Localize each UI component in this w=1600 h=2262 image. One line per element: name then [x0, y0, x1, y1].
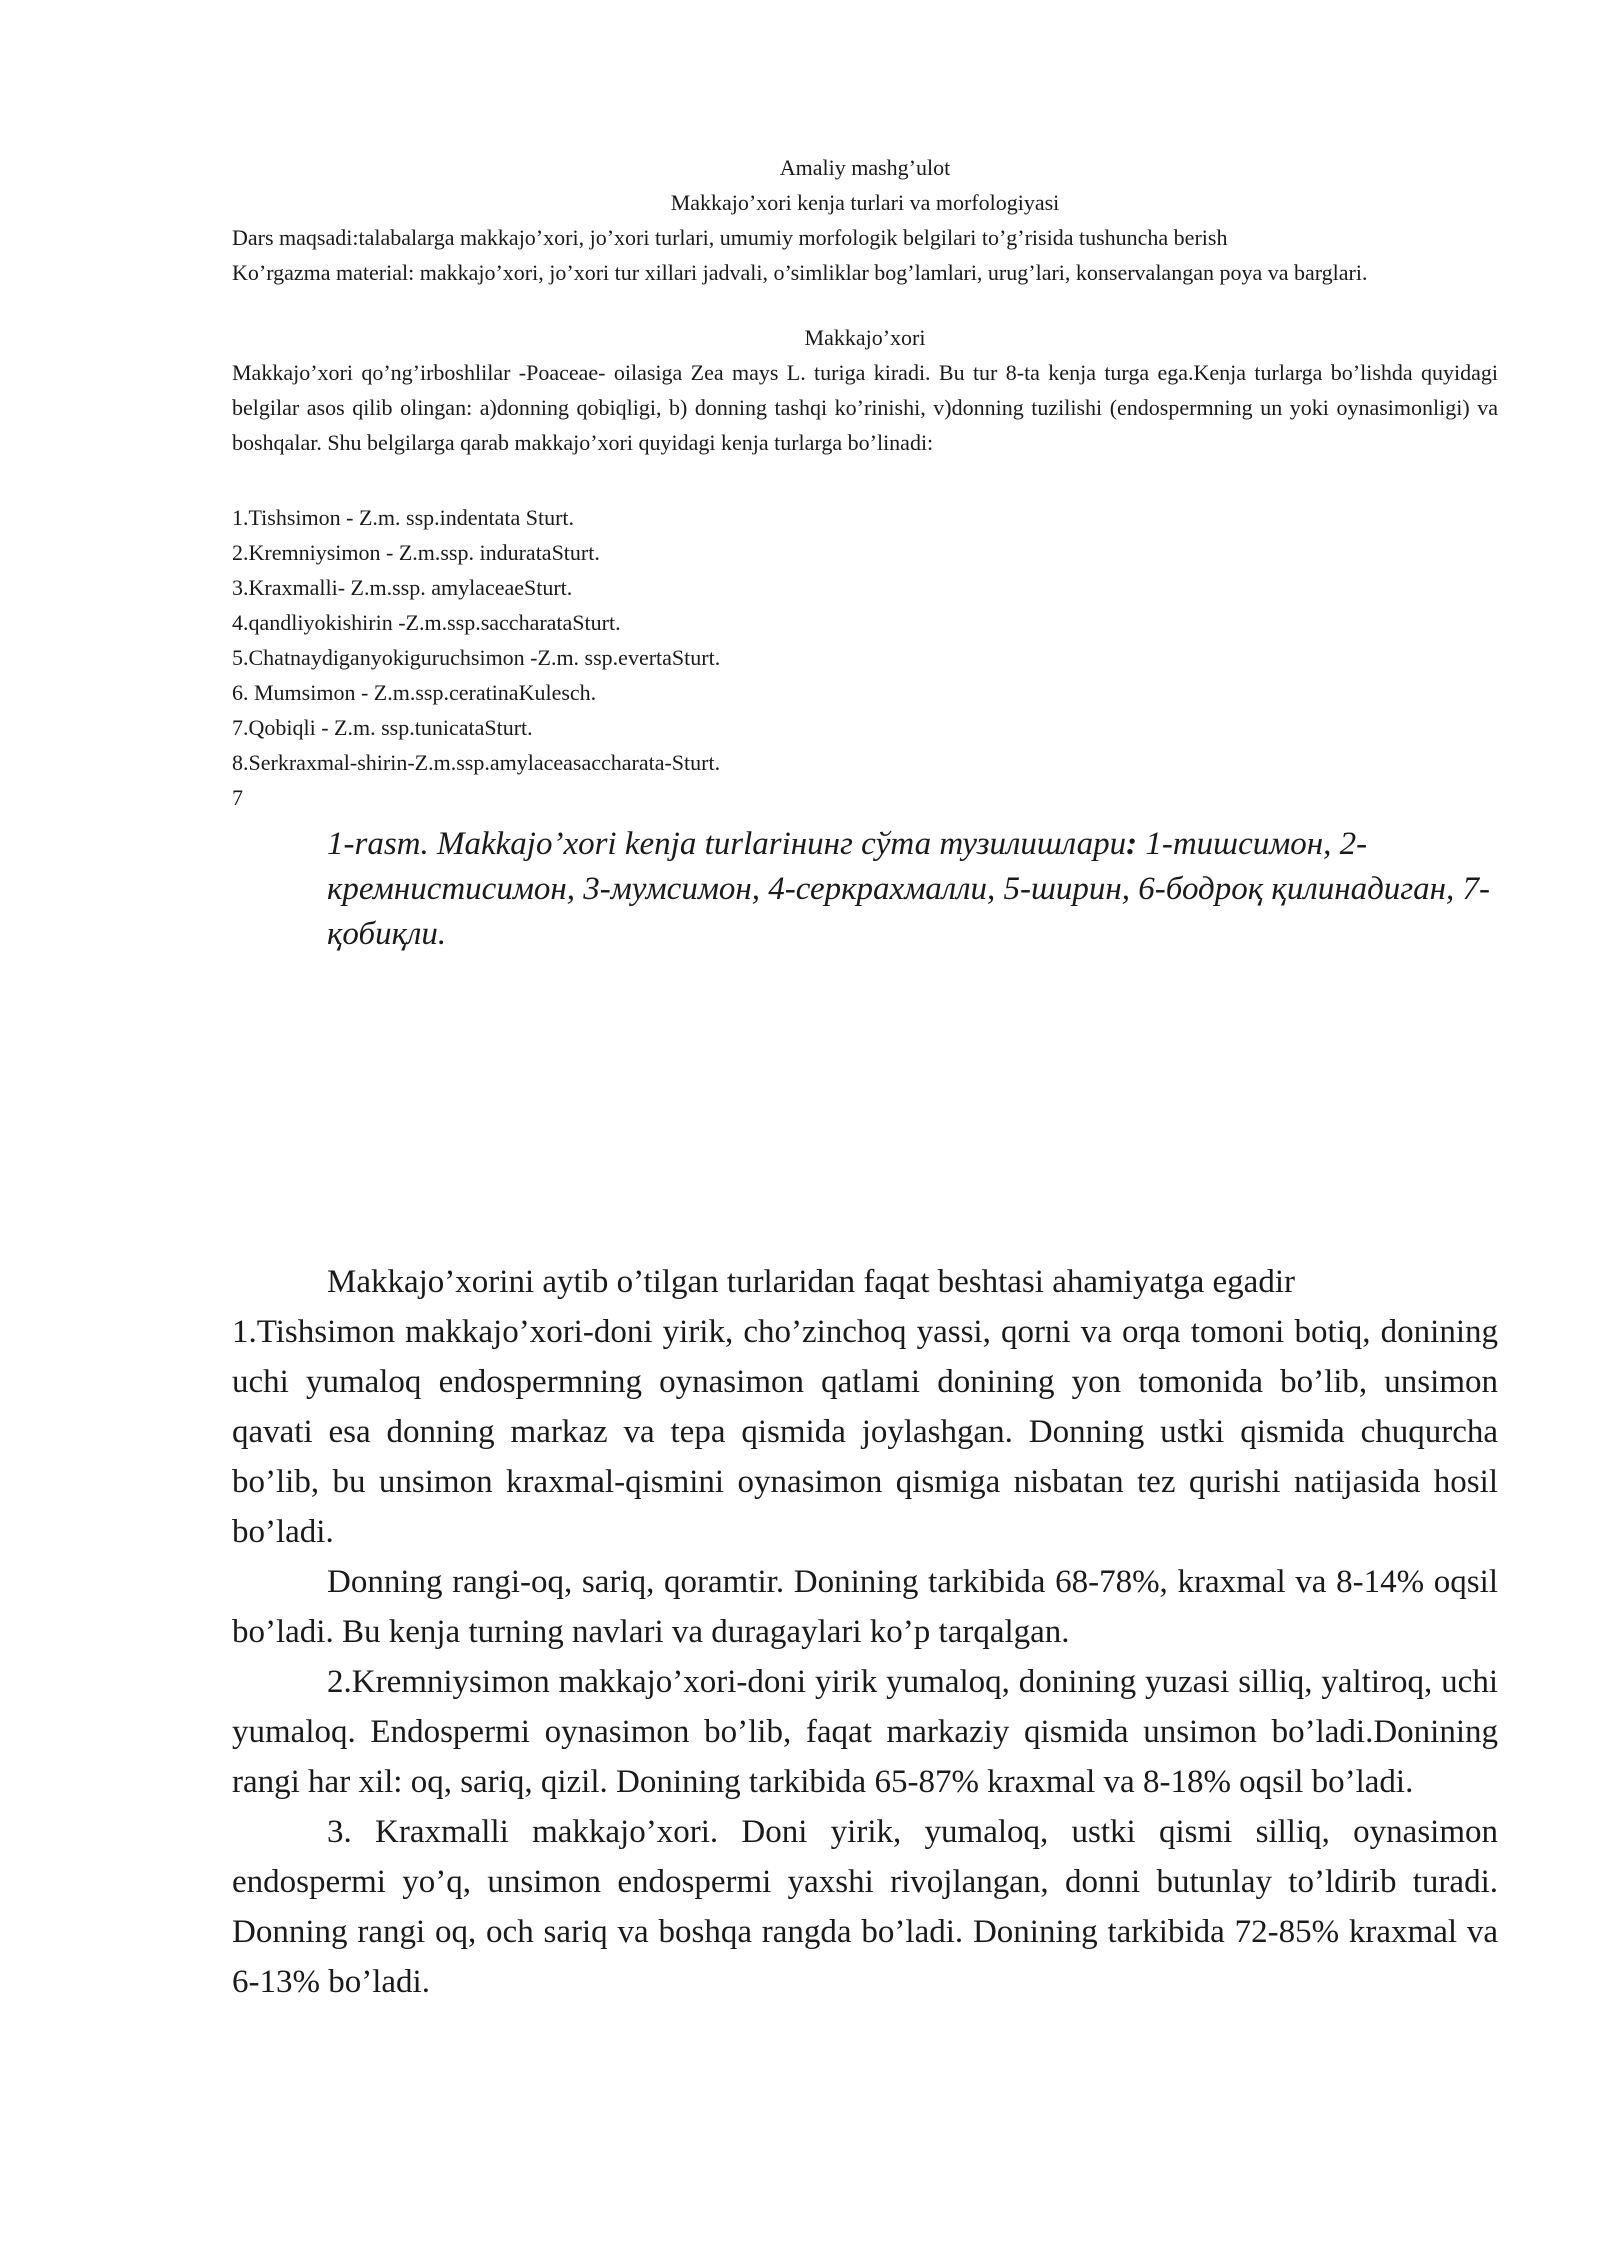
body-text: [232, 1257, 1498, 2007]
list-item: 7.Qobiqli - Z.m. ssp.tunicataSturt.: [232, 715, 533, 740]
list-item: 6. Mumsimon - Z.m.ssp.ceratinaKulesch.: [232, 680, 597, 705]
body-paragraph: 1.Tishsimon makkajo’xori-doni yirik, cho’zinchoq yassi, qorni va orqa tomoni botiq, donining uchi yumaloq endospermning oynasimon qatlami donining yon tomonida bo’lib, unsimon qavati esa donning markaz va tepa qismida joylashgan. Donning ustki qismida chuqurcha bo’lib, bu unsimon kraxmal-qismini oynasimon qismiga nisbatan tez qurishi natijasida hosil bo’ladi.: [232, 1314, 1498, 1550]
list-item: 8.Serkraxmal-shirin-Z.m.ssp.amylaceasaccharata-Sturt.: [232, 750, 721, 775]
figure-caption-label: 1-rasm. Makkajo’xori kenja turlarінинг сўта тузилишлари: [327, 826, 1127, 862]
figure-caption-colon: :: [1126, 826, 1138, 862]
figure-caption-text: 1-тишсимон, 2-кремнистисимон, 3-мумсимон, 4-серкрахмалли, 5-ширин, 6-бодроқ қилинадиган, 7-қобиқли.: [327, 826, 1491, 952]
body-paragraph: 2.Kremniysimon makkajo’xori-doni yirik yumaloq, donining yuzasi silliq, yaltiroq, uchi yumaloq. Endospermi oynasimon bo’lib, faqat markaziy qismida unsimon bo’ladi.Donining rangi har xil: oq, sariq, qizil. Donining tarkibida 65-87% kraxmal va 8-18% oqsil bo’ladi.: [232, 1664, 1498, 1800]
visual-materials: Ko’rgazma material: makkajo’xori, jo’xori tur xillari jadvali, o’simliklar bog’lamlari, urug’lari, konservalangan poya va barglari.: [232, 260, 1368, 285]
document-subtitle: Makkajo’xori kenja turlari va morfologiyasi: [670, 190, 1060, 215]
list-item: 3.Kraxmalli- Z.m.ssp. amylaceaeSturt.: [232, 575, 573, 600]
list-item: 2.Kremniysimon - Z.m.ssp. indurataSturt.: [232, 540, 600, 565]
section-block: [232, 320, 1498, 460]
document-title: Amaliy mashg’ulot: [779, 155, 951, 180]
section-intro: Makkajo’xori qo’ng’irboshlilar -Poaceae- oilasiga Zea mays L. turiga kiradi. Bu tur 8-ta kenja turga ega.Kenja turlarga bo’lishda quyidagi belgilar asos qilib olingan: a)donning qobiqligi, b) donning tashqi ko’rinishi, v)donning tuzilishi (endospermning un yoki oynasimonligi) va boshqalar. Shu belgilarga qarab makkajo’xori quyidagi kenja turlarga bo’linadi:: [232, 360, 1498, 455]
list-item: 4.qandliyokishirin -Z.m.ssp.saccharataSturt.: [232, 610, 621, 635]
list-item: 1.Tishsimon - Z.m. ssp.indentata Sturt.: [232, 505, 575, 530]
body-paragraph: 3. Kraxmalli makkajo’xori. Doni yirik, yumaloq, ustki qismi silliq, oynasimon endospermi yo’q, unsimon endospermi yaxshi rivojlangan, donni butunlay to’ldirib turadi. Donning rangi oq, och sariq va boshqa rangda bo’ladi. Donining tarkibida 72-85% kraxmal va 6-13% bo’ladi.: [232, 1814, 1498, 2000]
lesson-goal: Dars maqsadi:talabalarga makkajo’xori, jo’xori turlari, umumiy morfologik belgilari to’g’risida tushuncha berish: [232, 225, 1228, 250]
section-heading: Makkajo’xori: [804, 325, 926, 350]
subspecies-list: [232, 500, 1498, 815]
body-paragraph: Donning rangi-oq, sariq, qoramtir. Donining tarkibida 68-78%, kraxmal va 8-14% oqsil bo’ladi. Bu kenja turning navlari va duragaylari ko’p tarqalgan.: [232, 1564, 1498, 1650]
body-paragraph: Makkajo’xorini aytib o’tilgan turlaridan faqat beshtasi ahamiyatga egadir: [327, 1264, 1295, 1300]
list-item: 5.Chatnaydiganyokiguruchsimon -Z.m. ssp.evertaSturt.: [232, 645, 721, 670]
stray-number: 7: [232, 785, 243, 810]
header-block: [232, 150, 1498, 290]
figure-caption: [232, 822, 1498, 957]
